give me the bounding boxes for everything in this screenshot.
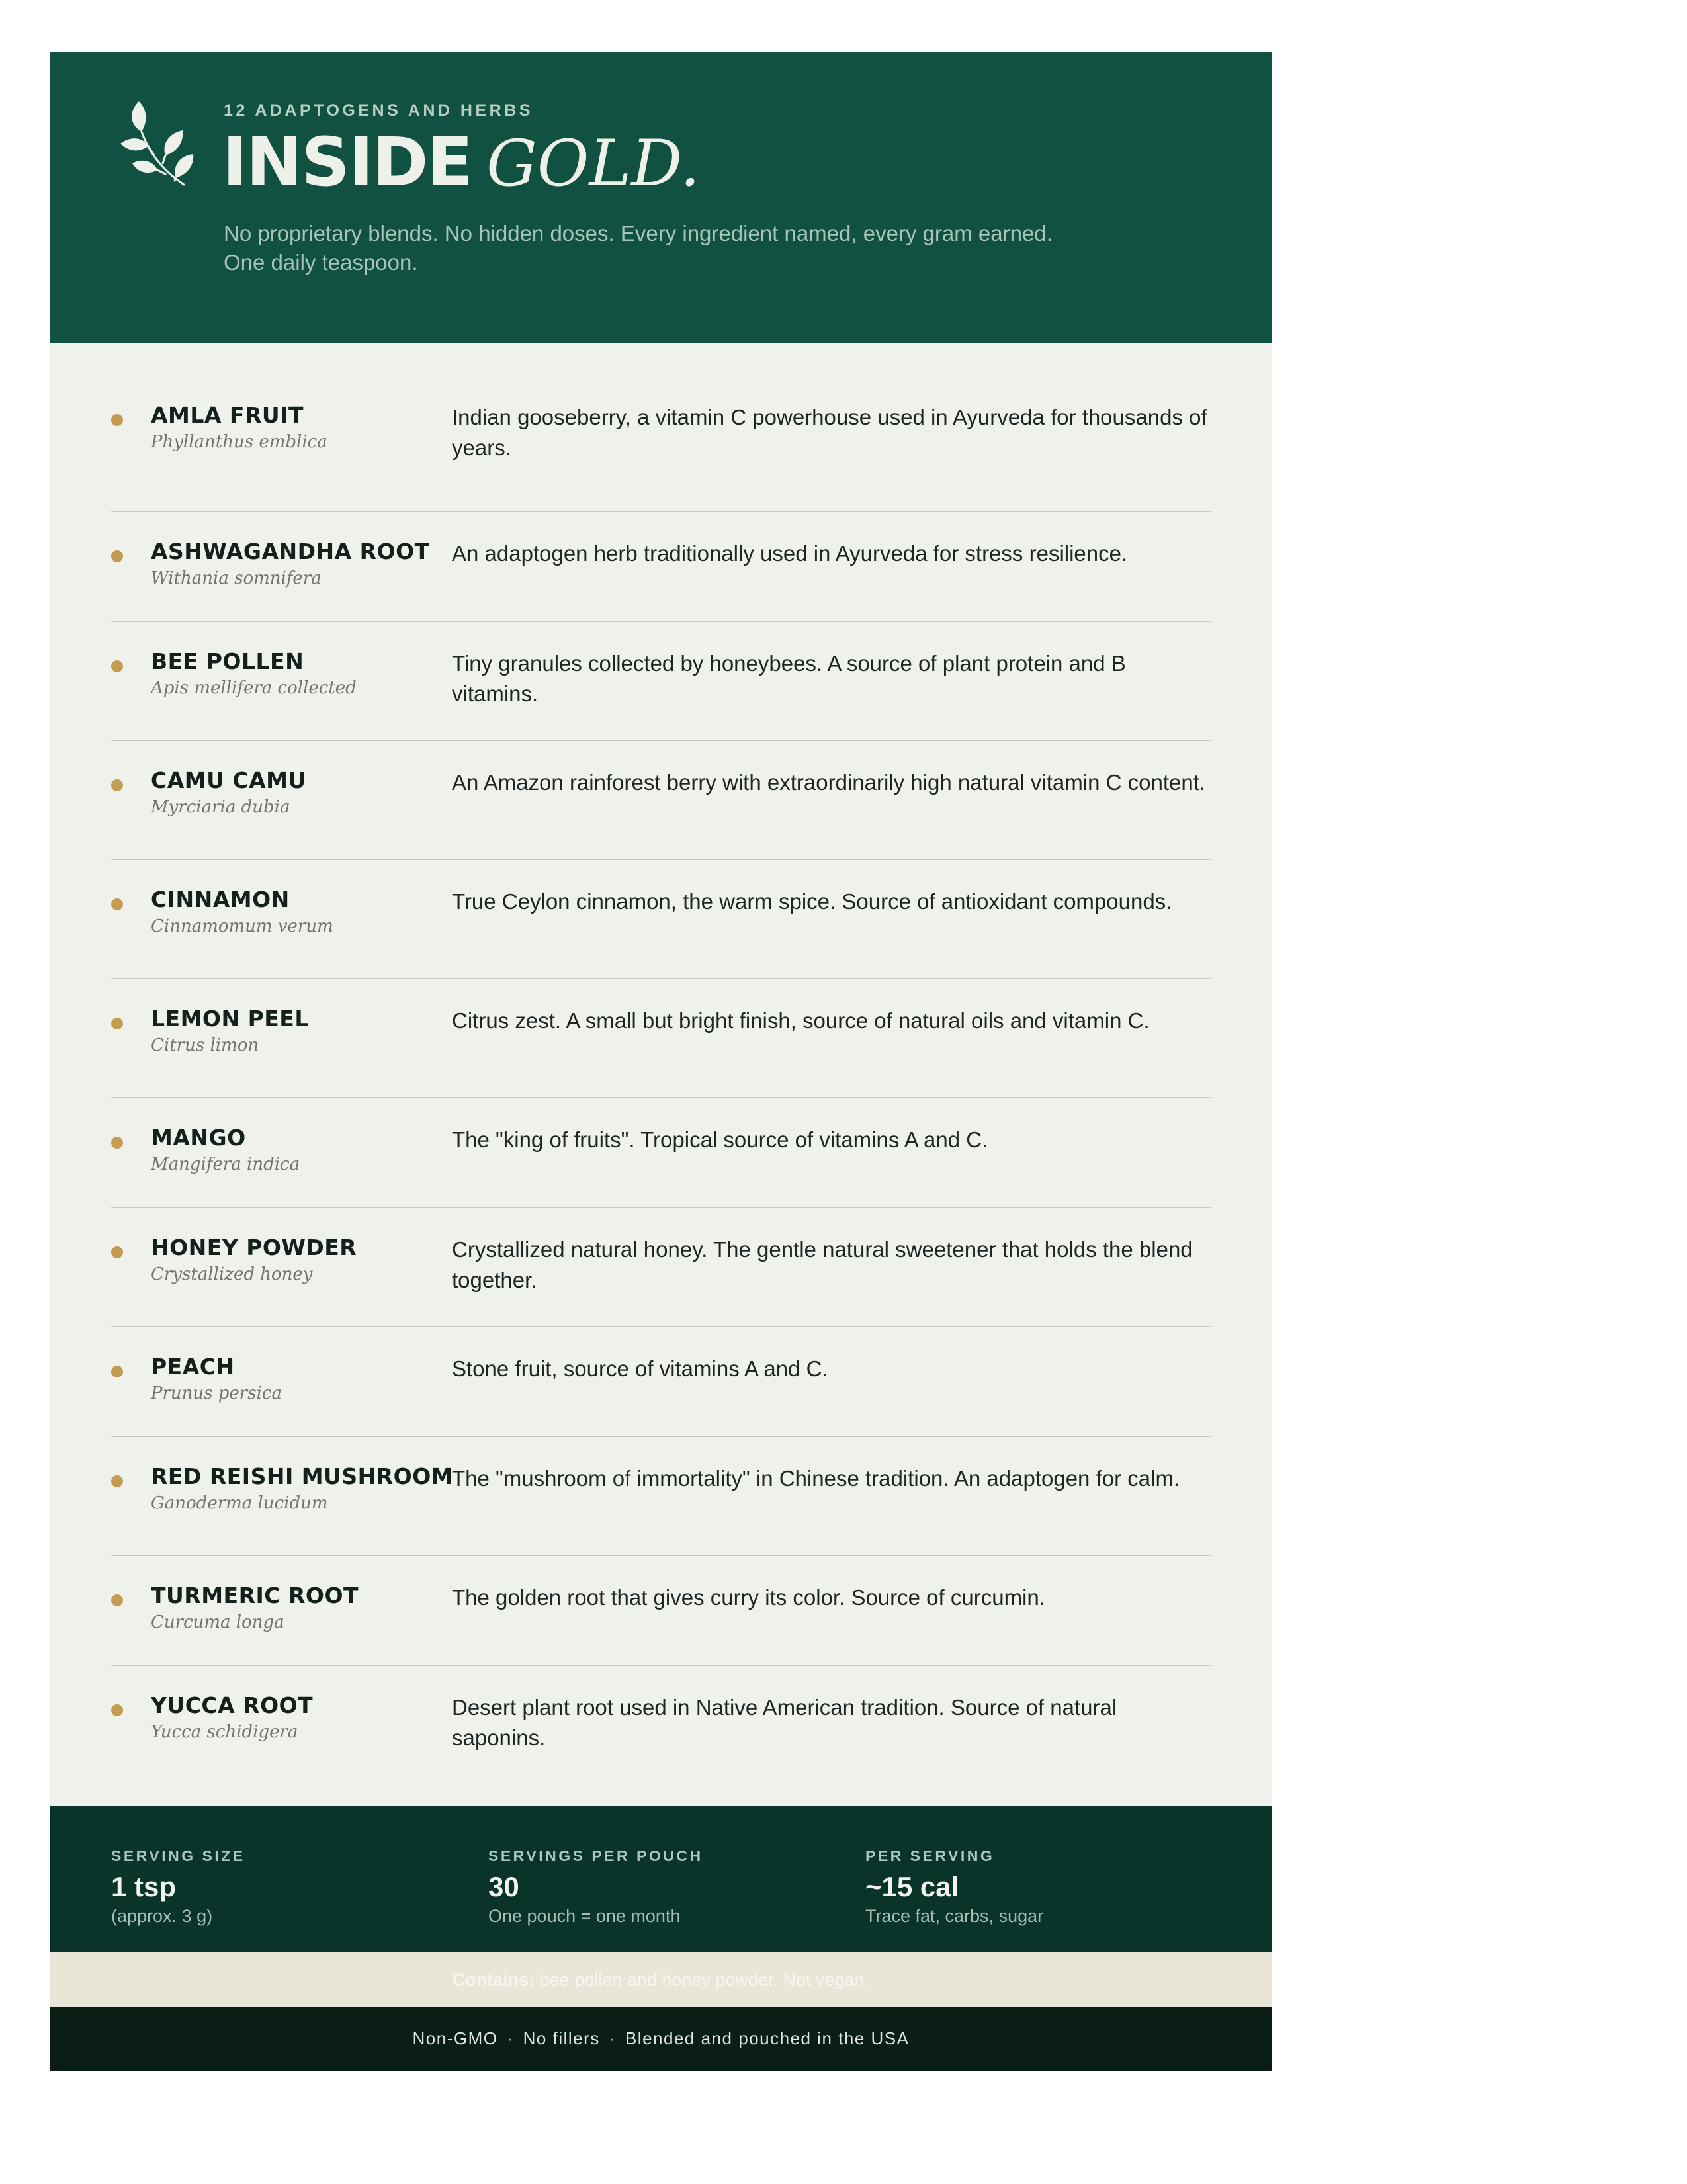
ingredient-description: Citrus zest. A small but bright finish, source of natural oils and vitamin C. bbox=[452, 1008, 1150, 1033]
bullet-dot bbox=[111, 1594, 123, 1606]
ingredient-description: An adaptogen herb traditionally used in Ayurveda for stress resilience. bbox=[452, 541, 1128, 566]
bullet-dot bbox=[111, 414, 123, 426]
list-item bbox=[111, 1556, 1211, 1666]
ingredient-latin-name: Withania somnifera bbox=[151, 568, 322, 588]
ingredient-latin-name: Ganoderma lucidum bbox=[151, 1493, 328, 1513]
stat-servings-per-pouch bbox=[488, 1847, 703, 1927]
stat-value: 1 tsp bbox=[111, 1871, 177, 1902]
ingredient-description: An Amazon rainforest berry with extraordinarily high natural vitamin C content. bbox=[452, 770, 1206, 795]
ingredient-latin-name: Curcuma longa bbox=[151, 1612, 284, 1632]
ingredient-description: The "mushroom of immortality" in Chinese tradition. An adaptogen for calm. bbox=[452, 1466, 1180, 1491]
ingredient-description: True Ceylon cinnamon, the warm spice. Source of antioxidant compounds. bbox=[452, 889, 1172, 914]
ingredient-name: BEE POLLEN bbox=[151, 648, 304, 674]
hero-kicker: 12 ADAPTOGENS AND HERBS bbox=[224, 101, 533, 120]
ingredient-name: LEMON PEEL bbox=[151, 1006, 309, 1031]
ingredient-latin-name: Cinnamomum verum bbox=[151, 916, 333, 936]
separator: · bbox=[507, 2029, 514, 2048]
claim-no-fillers: No fillers bbox=[523, 2029, 600, 2048]
ingredient-name: YUCCA ROOT bbox=[151, 1692, 314, 1718]
stat-per-serving bbox=[865, 1847, 1043, 1927]
bullet-dot bbox=[111, 1704, 123, 1716]
ingredient-names bbox=[111, 648, 452, 700]
hero-header bbox=[50, 52, 1272, 343]
bullet-dot bbox=[111, 660, 123, 672]
ingredient-names bbox=[111, 1692, 452, 1744]
ingredient-latin-name: Phyllanthus emblica bbox=[151, 432, 327, 452]
footer-claims bbox=[50, 2007, 1272, 2071]
ingredient-description: Indian gooseberry, a vitamin C powerhouse used in Ayurveda for thousands of years. bbox=[452, 405, 1207, 460]
ingredient-names bbox=[111, 402, 452, 454]
list-item bbox=[111, 1666, 1211, 1785]
bullet-dot bbox=[111, 1137, 123, 1149]
ingredient-name: MANGO bbox=[151, 1125, 246, 1151]
allergen-notice bbox=[50, 1952, 1272, 2007]
claim-non-gmo: Non-GMO bbox=[412, 2029, 498, 2048]
stat-sub: One pouch = one month bbox=[488, 1906, 681, 1926]
stat-sub: (approx. 3 g) bbox=[111, 1906, 213, 1926]
claim-made-in-usa: Blended and pouched in the USA bbox=[625, 2029, 910, 2048]
ingredient-latin-name: Crystallized honey bbox=[151, 1264, 313, 1284]
serving-stats bbox=[50, 1806, 1272, 1952]
ingredient-latin-name: Citrus limon bbox=[151, 1035, 259, 1055]
list-item bbox=[111, 1437, 1211, 1556]
ingredient-name: CINNAMON bbox=[151, 887, 290, 912]
page-title bbox=[222, 124, 700, 201]
leaf-sprig-icon bbox=[119, 97, 196, 190]
allergen-label: Contains: bbox=[452, 1970, 535, 1989]
bullet-dot bbox=[111, 779, 123, 791]
stat-label: SERVING SIZE bbox=[111, 1847, 245, 1864]
ingredient-name: CAMU CAMU bbox=[151, 767, 306, 793]
stat-label: PER SERVING bbox=[865, 1847, 995, 1864]
bullet-dot bbox=[111, 1246, 123, 1258]
ingredient-description: Stone fruit, source of vitamins A and C. bbox=[452, 1356, 828, 1381]
ingredient-name: TURMERIC ROOT bbox=[151, 1583, 359, 1608]
stat-label: SERVINGS PER POUCH bbox=[488, 1847, 703, 1864]
ingredient-description: Desert plant root used in Native American tradition. Source of natural saponins. bbox=[452, 1695, 1117, 1750]
separator: · bbox=[609, 2029, 616, 2048]
bullet-dot bbox=[111, 898, 123, 910]
ingredient-latin-name: Myrciaria dubia bbox=[151, 797, 290, 817]
ingredient-description: The golden root that gives curry its color. Source of curcumin. bbox=[452, 1585, 1045, 1610]
ingredient-names bbox=[111, 1463, 452, 1515]
ingredient-names bbox=[111, 1235, 452, 1286]
ingredient-latin-name: Mangifera indica bbox=[151, 1155, 300, 1174]
ingredient-name: RED REISHI MUSHROOM bbox=[151, 1463, 454, 1489]
allergen-text: bee pollen and honey powder. Not vegan. bbox=[535, 1970, 870, 1989]
list-item bbox=[111, 622, 1211, 741]
ingredient-name: HONEY POWDER bbox=[151, 1235, 357, 1260]
ingredient-description: Crystallized natural honey. The gentle natural sweetener that holds the blend together. bbox=[452, 1237, 1193, 1292]
hero-lede: No proprietary blends. No hidden doses. Every ingredient named, every gram earned. One daily teaspoon. bbox=[224, 221, 1053, 275]
list-item bbox=[111, 741, 1211, 860]
ingredient-names bbox=[111, 1006, 452, 1057]
title-bold: INSIDE bbox=[222, 123, 472, 202]
ingredient-names bbox=[111, 887, 452, 938]
ingredient-panel bbox=[50, 52, 1272, 2071]
stat-value: 30 bbox=[488, 1871, 519, 1902]
list-item bbox=[111, 1208, 1211, 1327]
ingredient-latin-name: Yucca schidigera bbox=[151, 1722, 298, 1742]
list-item bbox=[111, 512, 1211, 622]
ingredient-names bbox=[111, 539, 452, 590]
ingredient-latin-name: Prunus persica bbox=[151, 1383, 282, 1403]
ingredient-description: Tiny granules collected by honeybees. A source of plant protein and B vitamins. bbox=[452, 651, 1126, 706]
ingredient-description: The "king of fruits". Tropical source of vitamins A and C. bbox=[452, 1127, 988, 1152]
bullet-dot bbox=[111, 1366, 123, 1377]
title-italic: GOLD. bbox=[486, 126, 701, 200]
ingredient-names bbox=[111, 1125, 452, 1176]
ingredient-names bbox=[111, 1354, 452, 1405]
ingredient-names bbox=[111, 767, 452, 819]
ingredient-name: PEACH bbox=[151, 1354, 235, 1379]
list-item bbox=[111, 979, 1211, 1098]
ingredient-names bbox=[111, 1583, 452, 1634]
stat-serving-size bbox=[111, 1847, 245, 1927]
list-item bbox=[111, 860, 1211, 979]
bullet-dot bbox=[111, 1475, 123, 1487]
stat-sub: Trace fat, carbs, sugar bbox=[865, 1906, 1044, 1926]
list-item bbox=[111, 402, 1211, 512]
list-item bbox=[111, 1098, 1211, 1208]
ingredient-latin-name: Apis mellifera collected bbox=[151, 678, 357, 698]
bullet-dot bbox=[111, 550, 123, 562]
ingredient-list bbox=[50, 343, 1272, 1806]
stat-value: ~15 cal bbox=[865, 1871, 959, 1902]
bullet-dot bbox=[111, 1018, 123, 1029]
list-item bbox=[111, 1327, 1211, 1437]
ingredient-name: ASHWAGANDHA ROOT bbox=[151, 539, 430, 564]
ingredient-name: AMLA FRUIT bbox=[151, 402, 304, 428]
